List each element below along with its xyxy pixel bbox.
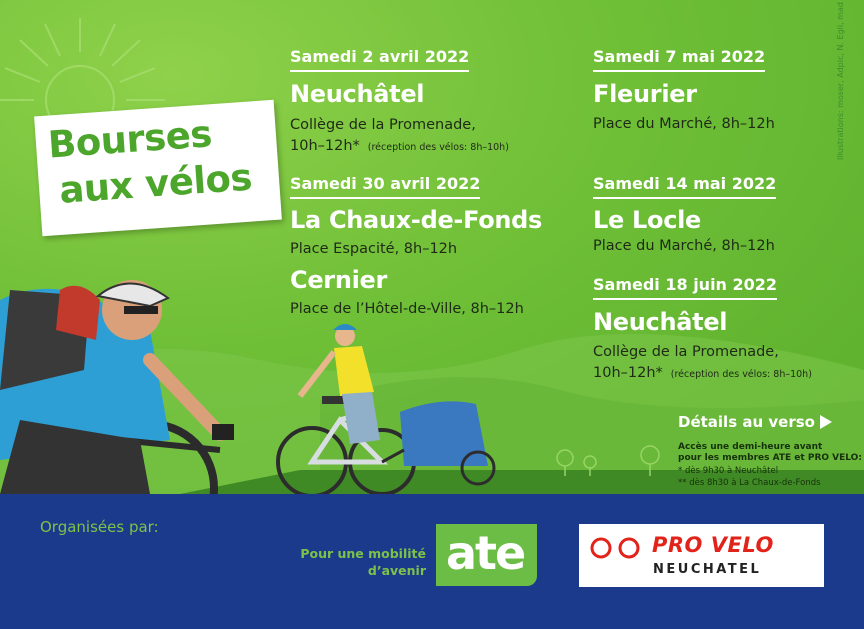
ate-slogan-line: d’avenir: [367, 563, 426, 578]
ate-logo[interactable]: [436, 524, 537, 586]
provelo-rings-icon: [589, 537, 647, 559]
title-line-2: aux vélos: [57, 155, 254, 212]
provelo-name: PRO VELO: [652, 533, 774, 557]
title-line-1: Bourses: [46, 112, 214, 167]
event-time: [290, 136, 509, 158]
ate-slogan: [300, 545, 426, 579]
details-link[interactable]: Détails au verso: [678, 413, 815, 431]
ate-logo-text: ate: [446, 526, 525, 580]
event-place: Place du Marché, 8h–12h: [593, 116, 775, 132]
event-note: (réception des vélos: 8h–10h): [670, 369, 812, 380]
access-line: pour les membres ATE et PRO VELO:: [678, 453, 862, 463]
event-time: [593, 363, 812, 385]
event-city: La Chaux-de-Fonds: [290, 206, 543, 234]
event-date: Samedi 30 avril 2022: [290, 174, 480, 199]
access-note: ** dès 8h30 à La Chaux-de-Fonds: [678, 478, 821, 488]
event-place: Place Espacité, 8h–12h: [290, 241, 458, 257]
event-city: Cernier: [290, 266, 388, 294]
ate-slogan-line: Pour une mobilité: [300, 546, 426, 561]
arrow-right-icon[interactable]: [820, 415, 832, 429]
event-city: Neuchâtel: [290, 80, 425, 108]
event-date: Samedi 18 juin 2022: [593, 275, 777, 300]
provelo-subtitle: NEUCHATEL: [653, 562, 762, 577]
access-line: Accès une demi-heure avant: [678, 442, 823, 452]
event-city: Le Locle: [593, 206, 702, 234]
organised-by-label: Organisées par:: [40, 518, 159, 536]
event-place: Collège de la Promenade,: [290, 117, 476, 133]
access-info: [678, 442, 862, 464]
event-date: Samedi 7 mai 2022: [593, 47, 765, 72]
event-note: (réception des vélos: 8h–10h): [367, 142, 509, 153]
illustration-credit: Illustrations: moser, Adpic, N. Egli, mad: [836, 2, 845, 160]
event-city: Fleurier: [593, 80, 697, 108]
event-time-value: 10h–12h*: [290, 138, 360, 154]
event-time-value: 10h–12h*: [593, 365, 663, 381]
event-city: Neuchâtel: [593, 308, 728, 336]
event-place: Collège de la Promenade,: [593, 344, 779, 360]
title-banner: [34, 100, 282, 236]
event-place: Place du Marché, 8h–12h: [593, 238, 775, 254]
event-place: Place de l’Hôtel-de-Ville, 8h–12h: [290, 301, 524, 317]
event-date: Samedi 2 avril 2022: [290, 47, 469, 72]
access-note: * dès 9h30 à Neuchâtel: [678, 466, 779, 476]
event-date: Samedi 14 mai 2022: [593, 174, 776, 199]
provelo-logo[interactable]: [579, 524, 824, 587]
